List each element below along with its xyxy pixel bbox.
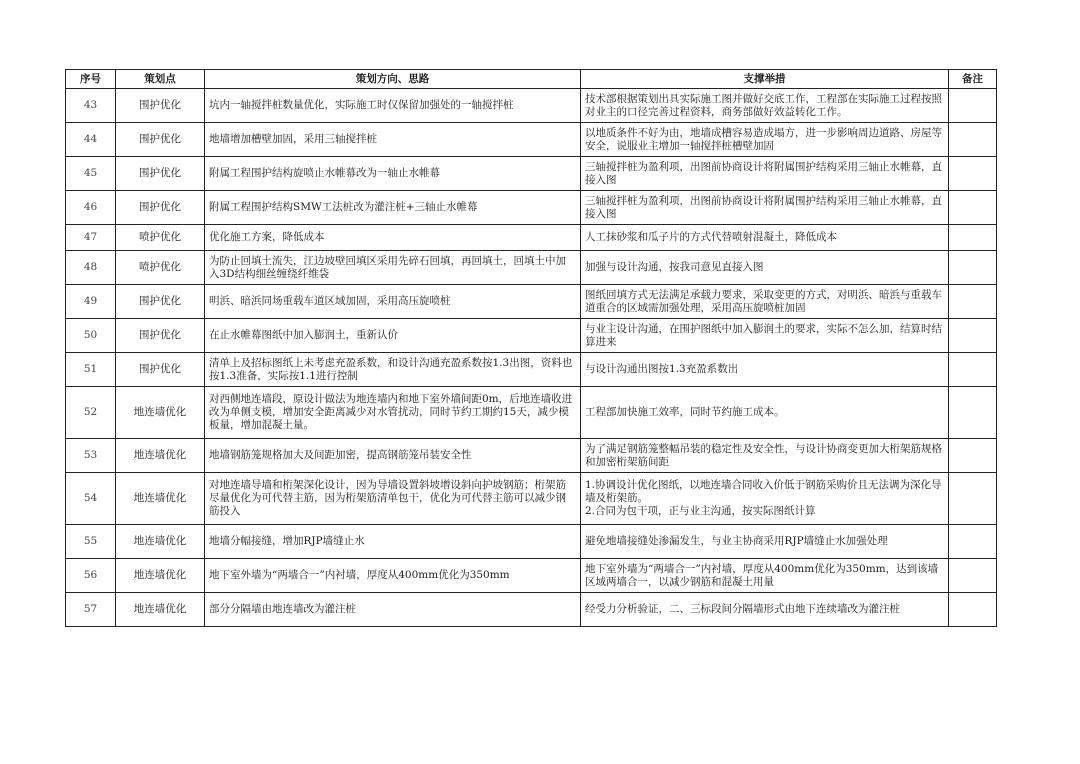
- table-row: [66, 157, 997, 191]
- planning-direction: 在止水帷幕图纸中加入膨润土，重新认价: [205, 319, 581, 353]
- support-measure: 避免地墙接缝处渗漏发生，与业主协商采用RJP墙缝止水加强处理: [581, 525, 949, 559]
- support-measure: 三轴搅拌桩为盈利项，出图前协商设计将附属围护结构采用三轴止水帷幕，直接入图: [581, 191, 949, 225]
- planning-direction: 优化施工方案，降低成本: [205, 225, 581, 251]
- row-number: 52: [66, 387, 116, 439]
- support-measure: 1.协调设计优化图纸，以地连墙合同收入价低于钢筋采购价且无法调为深化导墙及桁架筋。 2.合同为包干项，正与业主沟通，按实际图纸计算: [581, 473, 949, 525]
- row-number: 53: [66, 439, 116, 473]
- planning-point: 地连墙优化: [116, 559, 205, 593]
- row-number: 46: [66, 191, 116, 225]
- planning-point: 地连墙优化: [116, 593, 205, 627]
- table-row: [66, 387, 997, 439]
- table-row: [66, 353, 997, 387]
- remark: [949, 191, 997, 225]
- planning-direction: 清单上及招标图纸上未考虑充盈系数，和设计沟通充盈系数按1.3出图，资料也按1.3准备，实际按1.1进行控制: [205, 353, 581, 387]
- planning-direction: 部分分隔墙由地连墙改为灌注桩: [205, 593, 581, 627]
- plan-table: [65, 69, 997, 627]
- planning-direction: 对西侧地连墙段，原设计做法为地连墙内和地下室外墙间距0m，后地连墙收进改为单侧支模，增加安全距离减少对水管扰动，同时节约工期约15天，减少模板量，增加混凝土量。: [205, 387, 581, 439]
- remark: [949, 593, 997, 627]
- row-number: 43: [66, 89, 116, 123]
- remark: [949, 225, 997, 251]
- planning-direction: 地墙分幅接缝，增加RJP墙缝止水: [205, 525, 581, 559]
- table-row: [66, 89, 997, 123]
- planning-point: 围护优化: [116, 89, 205, 123]
- table-row: [66, 225, 997, 251]
- planning-direction: 地下室外墙为“两墙合一”内衬墙，厚度从400mm优化为350mm: [205, 559, 581, 593]
- remark: [949, 387, 997, 439]
- support-measure: 工程部加快施工效率，同时节约施工成本。: [581, 387, 949, 439]
- header-no: 序号: [66, 70, 116, 89]
- plan-table-sheet: [65, 69, 996, 627]
- support-measure: 技术部根据策划出具实际施工图并做好交底工作，工程部在实际施工过程按照对业主的口径完善过程资料，商务部做好效益转化工作。: [581, 89, 949, 123]
- table-row: [66, 285, 997, 319]
- table-body: [66, 89, 997, 627]
- remark: [949, 285, 997, 319]
- support-measure: 为了满足钢筋笼整幅吊装的稳定性及安全性，与设计协商变更加大桁架筋规格和加密桁架筋间距: [581, 439, 949, 473]
- row-number: 54: [66, 473, 116, 525]
- header-direction: 策划方向、思路: [205, 70, 581, 89]
- support-measure: 地下室外墙为“两墙合一”内衬墙，厚度从400mm优化为350mm，达到该墙区域两墙合一，以减少钢筋和混凝土用量: [581, 559, 949, 593]
- row-number: 48: [66, 251, 116, 285]
- support-measure: 加强与设计沟通，按我司意见直接入图: [581, 251, 949, 285]
- table-row: [66, 439, 997, 473]
- remark: [949, 89, 997, 123]
- table-row: [66, 319, 997, 353]
- table-row: [66, 251, 997, 285]
- row-number: 55: [66, 525, 116, 559]
- planning-point: 地连墙优化: [116, 525, 205, 559]
- header-note: 备注: [949, 70, 997, 89]
- remark: [949, 251, 997, 285]
- support-measure: 经受力分析验证，二、三标段间分隔墙形式由地下连续墙改为灌注桩: [581, 593, 949, 627]
- remark: [949, 559, 997, 593]
- row-number: 44: [66, 123, 116, 157]
- remark: [949, 157, 997, 191]
- planning-point: 围护优化: [116, 191, 205, 225]
- planning-direction: 坑内一轴搅拌桩数量优化，实际施工时仅保留加强处的一轴搅拌桩: [205, 89, 581, 123]
- planning-point: 地连墙优化: [116, 473, 205, 525]
- planning-point: 喷护优化: [116, 251, 205, 285]
- header-support: 支撑举措: [581, 70, 949, 89]
- remark: [949, 353, 997, 387]
- remark: [949, 123, 997, 157]
- planning-point: 围护优化: [116, 319, 205, 353]
- planning-direction: 附属工程围护结构旋喷止水帷幕改为一轴止水帷幕: [205, 157, 581, 191]
- table-row: [66, 473, 997, 525]
- planning-direction: 为防止回填土流失，江边坡壁回填区采用先碎石回填，再回填土，回填土中加入3D结构细丝缠绕纤维袋: [205, 251, 581, 285]
- remark: [949, 525, 997, 559]
- planning-point: 喷护优化: [116, 225, 205, 251]
- planning-direction: 明浜、暗浜同场重载车道区域加固，采用高压旋喷桩: [205, 285, 581, 319]
- row-number: 56: [66, 559, 116, 593]
- row-number: 50: [66, 319, 116, 353]
- planning-point: 围护优化: [116, 285, 205, 319]
- remark: [949, 473, 997, 525]
- table-row: [66, 525, 997, 559]
- remark: [949, 439, 997, 473]
- planning-direction: 地墙增加槽壁加固，采用三轴搅拌桩: [205, 123, 581, 157]
- table-row: [66, 559, 997, 593]
- header-row: [66, 70, 997, 89]
- support-measure: 人工抹砂浆和瓜子片的方式代替喷射混凝土，降低成本: [581, 225, 949, 251]
- planning-direction: 地墙钢筋笼规格加大及间距加密，提高钢筋笼吊装安全性: [205, 439, 581, 473]
- table-row: [66, 123, 997, 157]
- support-measure: 三轴搅拌桩为盈利项，出图前协商设计将附属围护结构采用三轴止水帷幕，直接入图: [581, 157, 949, 191]
- support-measure: 与设计沟通出图按1.3充盈系数出: [581, 353, 949, 387]
- support-measure: 图纸回填方式无法满足承载力要求，采取变更的方式，对明浜、暗浜与重载车道重合的区域需加强处理，采用高压旋喷桩加固: [581, 285, 949, 319]
- planning-point: 围护优化: [116, 353, 205, 387]
- planning-direction: 对地连墙导墙和桁架深化设计，因为导墙设置斜坡增设斜向护坡钢筋；桁架筋尽量优化为可代替主筋，因为桁架筋清单包干，优化为可代替主筋可以减少钢筋投入: [205, 473, 581, 525]
- planning-direction: 附属工程围护结构SMW工法桩改为灌注桩+三轴止水帷幕: [205, 191, 581, 225]
- row-number: 45: [66, 157, 116, 191]
- support-measure: 以地质条件不好为由，地墙成槽容易造成塌方，进一步影响周边道路、房屋等安全，说服业主增加一轴搅拌桩槽壁加固: [581, 123, 949, 157]
- planning-point: 围护优化: [116, 123, 205, 157]
- table-row: [66, 593, 997, 627]
- row-number: 57: [66, 593, 116, 627]
- support-measure: 与业主设计沟通，在围护图纸中加入膨润土的要求，实际不怎么加，结算时结算进来: [581, 319, 949, 353]
- table-row: [66, 191, 997, 225]
- planning-point: 围护优化: [116, 157, 205, 191]
- planning-point: 地连墙优化: [116, 439, 205, 473]
- row-number: 49: [66, 285, 116, 319]
- row-number: 51: [66, 353, 116, 387]
- remark: [949, 319, 997, 353]
- row-number: 47: [66, 225, 116, 251]
- planning-point: 地连墙优化: [116, 387, 205, 439]
- header-point: 策划点: [116, 70, 205, 89]
